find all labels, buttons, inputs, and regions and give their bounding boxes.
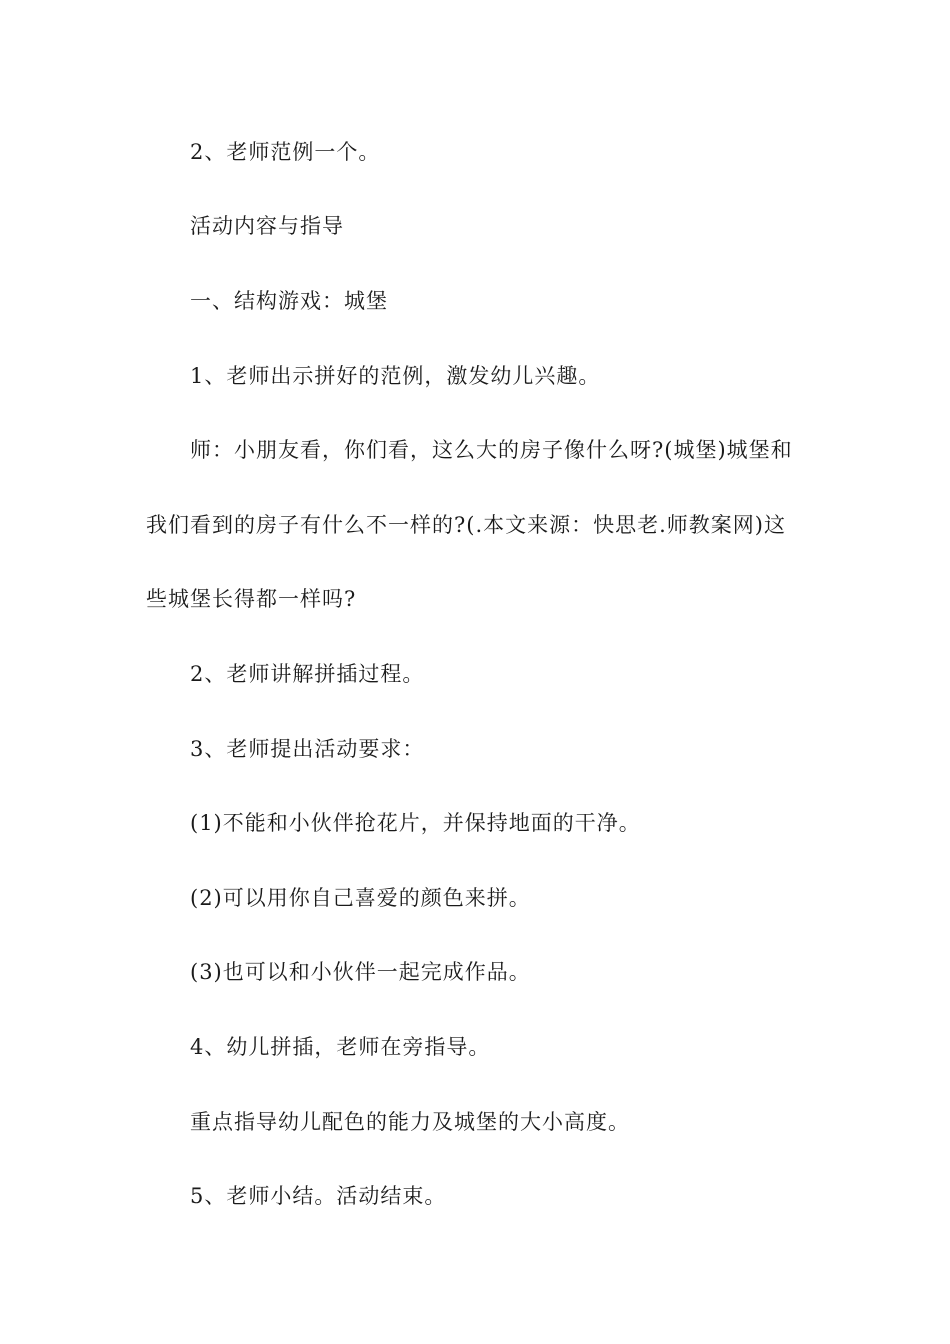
focus-note: 重点指导幼儿配色的能力及城堡的大小高度。 xyxy=(190,1110,630,1134)
dialogue-line-2: 我们看到的房子有什么不一样的?(.本文来源：快思老.师教案网)这 xyxy=(146,513,786,537)
dialogue-line-3: 些城堡长得都一样吗? xyxy=(146,587,357,611)
step-3-requirements: 3、老师提出活动要求： xyxy=(190,737,425,761)
step-2-process: 2、老师讲解拼插过程。 xyxy=(190,662,425,686)
requirement-1: (1)不能和小伙伴抢花片，并保持地面的干净。 xyxy=(190,811,641,835)
section-heading-activity: 活动内容与指导 xyxy=(190,214,344,238)
subsection-heading-game: 一、结构游戏：城堡 xyxy=(190,289,388,313)
dialogue-line-1: 师：小朋友看，你们看，这么大的房子像什么呀?(城堡)城堡和 xyxy=(190,438,793,462)
step-5: 5、老师小结。活动结束。 xyxy=(190,1184,447,1208)
requirement-3: (3)也可以和小伙伴一起完成作品。 xyxy=(190,960,531,984)
step-1: 1、老师出示拼好的范例，激发幼儿兴趣。 xyxy=(190,364,601,388)
step-2-example: 2、老师范例一个。 xyxy=(190,140,381,164)
step-4: 4、幼儿拼插，老师在旁指导。 xyxy=(190,1035,491,1059)
requirement-2: (2)可以用你自己喜爱的颜色来拼。 xyxy=(190,886,531,910)
